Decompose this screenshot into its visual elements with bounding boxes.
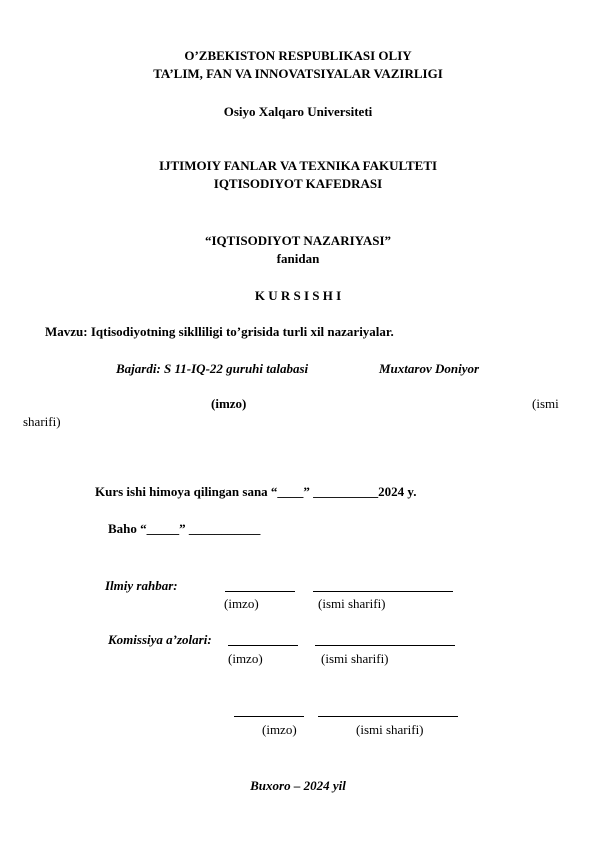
commission-signature-caption-1: (imzo) — [228, 651, 263, 666]
supervisor-name-caption: (ismi sharifi) — [318, 596, 386, 611]
author-name-caption-part2: sharifi) — [23, 414, 61, 429]
commission-signature-line-1 — [228, 645, 298, 646]
author-signature-caption: (imzo) — [211, 396, 247, 411]
author-label: Bajardi: S 11-IQ-22 guruhi talabasi — [116, 361, 309, 376]
author-name-caption-part1: (ismi — [532, 396, 559, 411]
supervisor-name-line — [313, 591, 453, 592]
topic: Mavzu: Iqtisodiyotning siklliligi to’grisida turli xil nazariyalar. — [45, 324, 394, 339]
place-and-year: Buxoro – 2024 yil — [250, 778, 346, 793]
commission-signature-line-2 — [234, 716, 304, 717]
department-name: IQTISODIYOT KAFEDRASI — [213, 176, 383, 191]
supervisor-signature-line — [225, 591, 295, 592]
commission-name-line-1 — [315, 645, 455, 646]
ministry-line1: O’ZBEKISTON RESPUBLIKASI OLIY — [184, 48, 412, 63]
faculty-name: IJTIMOIY FANLAR VA TEXNIKA FAKULTETI — [158, 158, 438, 173]
supervisor-signature-caption: (imzo) — [224, 596, 259, 611]
commission-name-caption-1: (ismi sharifi) — [321, 651, 389, 666]
commission-name-line-2 — [318, 716, 458, 717]
commission-label: Komissiya a’zolari: — [108, 632, 212, 647]
subject-suffix: fanidan — [276, 251, 320, 266]
commission-signature-caption-2: (imzo) — [262, 722, 297, 737]
document-type: K U R S I S H I — [254, 288, 342, 303]
supervisor-label: Ilmiy rahbar: — [105, 578, 178, 593]
grade: Baho “_____” ___________ — [108, 521, 261, 536]
ministry-line2: TA’LIM, FAN VA INNOVATSIYALAR VAZIRLIGI — [153, 66, 443, 81]
commission-name-caption-2: (ismi sharifi) — [356, 722, 424, 737]
author-name: Muxtarov Doniyor — [379, 361, 480, 376]
subject-name: “IQTISODIYOT NAZARIYASI” — [204, 233, 392, 248]
defense-date: Kurs ishi himoya qilingan sana “____” __________2024 y. — [95, 484, 417, 499]
university-name: Osiyo Xalqaro Universiteti — [223, 104, 373, 119]
